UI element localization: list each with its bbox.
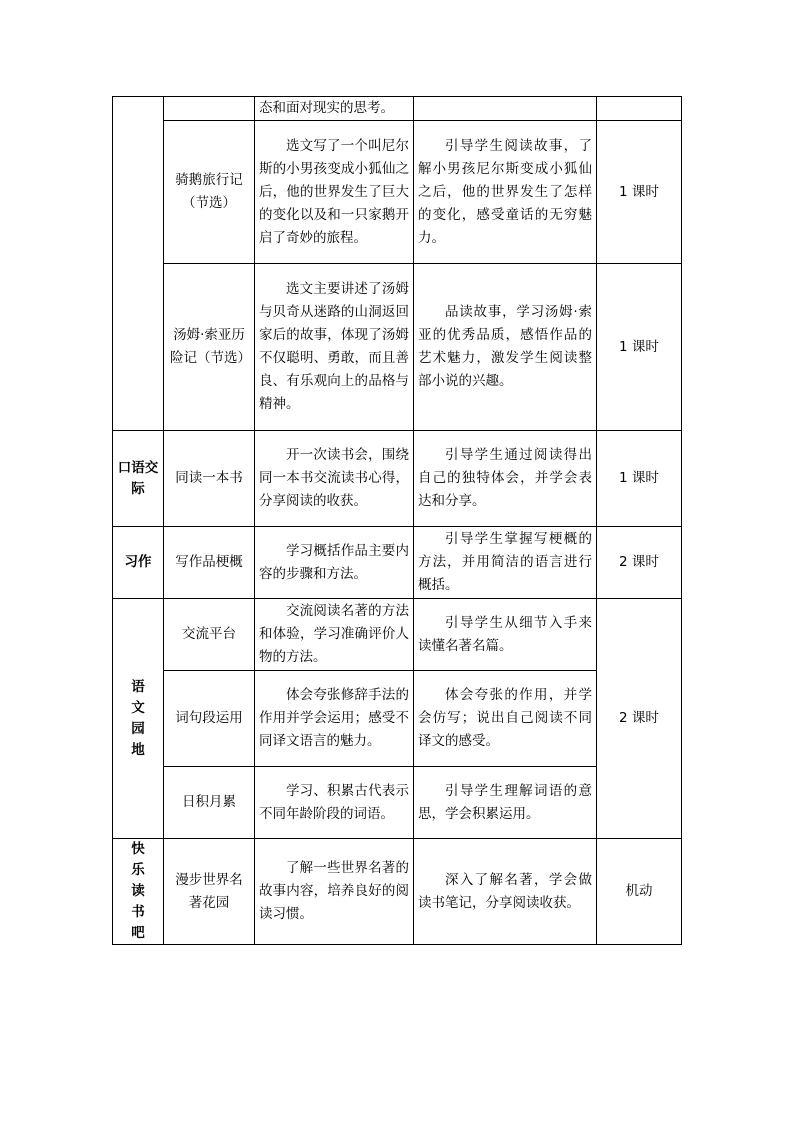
goal-cell [414,121,597,264]
table-row [113,671,682,767]
content-text: 态和面对现实的思考。 [259,100,394,116]
lesson-title: 写作品梗概 [164,527,255,599]
goal-cell [414,767,597,839]
content-cell [255,599,414,671]
goal-text: 引导学生从细节入手来读懂名著名篇。 [418,614,592,654]
content-cell [255,264,414,431]
goal-cell [414,431,597,527]
category-cell: 口语交际 [113,431,164,527]
goal-text: 引导学生理解词语的意思，学会积累运用。 [418,782,592,822]
goal-cell [414,839,597,945]
goal-cell [414,527,597,599]
content-text: 学习概括作品主要内容的步骤和方法。 [259,542,409,582]
table-row [113,121,682,264]
content-cell [255,431,414,527]
content-text: 交流阅读名著的方法和体验，学习准确评价人物的方法。 [259,603,409,665]
content-cell [255,527,414,599]
category-cell [113,599,164,839]
category-cell [113,839,164,945]
lesson-title: 词句段运用 [164,671,255,767]
goal-cell [414,599,597,671]
goal-text: 品读故事，学习汤姆·索亚的优秀品质，感悟作品的艺术魅力，激发学生阅读整部小说的兴趣。 [418,304,592,389]
content-cell [255,839,414,945]
goal-text: 引导学生阅读故事，了解小男孩尼尔斯变成小狐仙之后，他的世界发生了怎样的变化，感受童话的无穷魅力。 [418,137,592,246]
content-text: 学习、积累古代表示不同年龄阶段的词语。 [259,782,409,822]
content-cell [255,671,414,767]
category-cell-empty [113,97,164,431]
goal-text: 体会夸张的作用，并学会仿写；说出自己阅读不同译文的感受。 [418,687,592,749]
table-row [113,527,682,599]
goal-cell [414,264,597,431]
table-row [113,431,682,527]
title-cell-empty [164,97,255,121]
hours-cell: 2 课时 [597,599,682,839]
hours-cell: 机动 [597,839,682,945]
goal-cell [414,97,597,121]
hours-cell: 2 课时 [597,527,682,599]
goal-text: 深入了解名著，学会做读书笔记，分享阅读收获。 [418,871,592,911]
table-row [113,97,682,121]
hours-cell: 1 课时 [597,431,682,527]
hours-cell [597,97,682,121]
goal-text: 引导学生通过阅读得出自己的独特体会，并学会表达和分享。 [418,447,592,509]
table-row [113,599,682,671]
table-row [113,839,682,945]
table-row [113,767,682,839]
lesson-title: 汤姆·索亚历险记（节选） [164,264,255,431]
lesson-title: 同读一本书 [164,431,255,527]
hours-cell: 1 课时 [597,264,682,431]
content-text: 选文写了一个叫尼尔斯的小男孩变成小狐仙之后，他的世界发生了巨大的变化以及和一只家鹅开启了奇妙的旅程。 [259,137,409,246]
category-cell: 习作 [113,527,164,599]
goal-text: 引导学生掌握写梗概的方法，并用简洁的语言进行概括。 [418,531,592,593]
lesson-title: 日积月累 [164,767,255,839]
category-text: 语文园地 [131,678,145,758]
table-row [113,264,682,431]
teaching-plan-table [112,96,682,945]
content-cell [255,121,414,264]
content-text: 了解一些世界名著的故事内容，培养良好的阅读习惯。 [259,860,409,922]
content-text: 选文主要讲述了汤姆与贝奇从迷路的山洞返回家后的故事，体现了汤姆不仅聪明、勇敢，而且善良、有乐观向上的品格与精神。 [259,281,409,412]
content-cell [255,97,414,121]
lesson-title: 漫步世界名著花园 [164,839,255,945]
hours-cell: 1 课时 [597,121,682,264]
content-text: 体会夸张修辞手法的作用并学会运用；感受不同译文语言的魅力。 [259,687,409,749]
content-text: 开一次读书会，围绕同一本书交流读书心得，分享阅读的收获。 [259,447,409,509]
content-cell [255,767,414,839]
lesson-title: 骑鹅旅行记（节选） [164,121,255,264]
goal-cell [414,671,597,767]
lesson-title: 交流平台 [164,599,255,671]
category-text: 快乐读书吧 [131,841,145,941]
